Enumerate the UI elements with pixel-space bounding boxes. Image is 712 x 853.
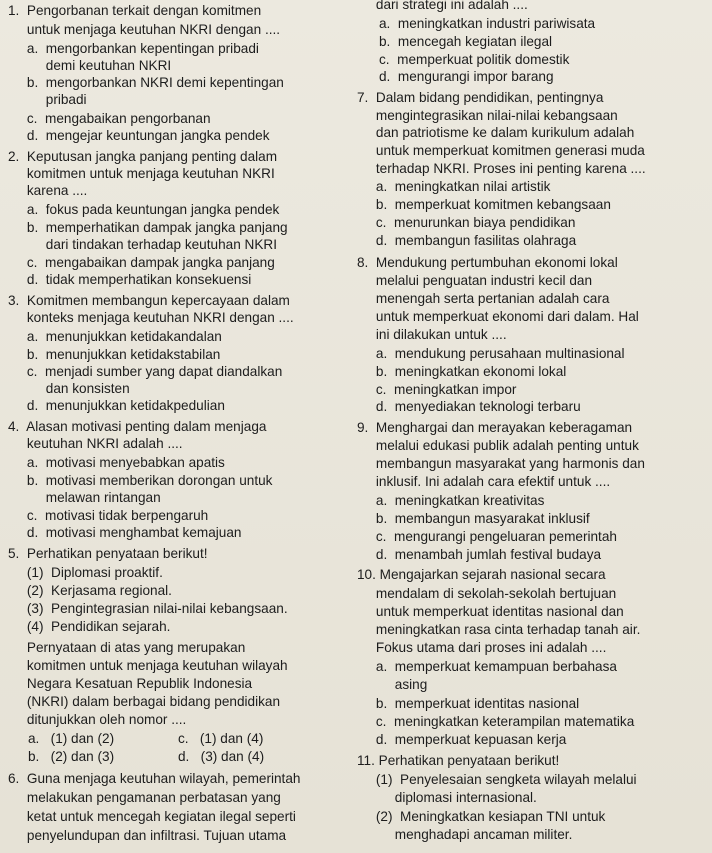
q10-option-b: b. memperkuat identitas nasional	[357, 696, 580, 711]
q1-option-b-cont: pribadi	[8, 92, 87, 107]
q1-line-2: untuk menjaga keutuhan NKRI dengan ....	[8, 22, 281, 37]
q2-line-1: 2. Keputusan jangka panjang penting dalam	[8, 149, 278, 164]
q5-option-b: b. (2) dan (3)	[28, 749, 115, 764]
q9-option-d: d. menambah jumlah festival budaya	[357, 547, 602, 562]
q4-option-d: d. motivasi menghambat kemajuan	[8, 525, 242, 540]
q9-line-2: melalui edukasi publik adalah penting untuk	[357, 438, 639, 453]
q3-option-a: a. menunjukkan ketidakandalan	[8, 329, 222, 344]
q1-option-b: b. mengorbankan NKRI demi kepentingan	[8, 75, 284, 90]
q5-stem-4: (NKRI) dalam berbagai bidang pendidikan	[8, 694, 281, 709]
q1-line-1: 1. Pengorbanan terkait dengan komitmen	[8, 3, 262, 18]
q10-option-a: a. memperkuat kemampuan berbahasa	[357, 659, 617, 674]
q11-statement-2-cont: menghadapi ancaman militer.	[357, 827, 573, 842]
q11-statement-1: (1) Penyelesaian sengketa wilayah melalui	[357, 772, 637, 787]
q3-option-c: c. menjadi sumber yang dapat diandalkan	[8, 364, 283, 379]
q9-line-3: membangun masyarakat yang harmonis dan	[357, 456, 645, 471]
q7-line-4: untuk memperkuat komitmen generasi muda	[357, 143, 645, 158]
q10-option-c: c. meningkatkan keterampilan matematika	[357, 714, 635, 729]
q1-option-c: c. mengabaikan pengorbanan	[8, 111, 211, 126]
q3-option-b: b. menunjukkan ketidakstabilan	[8, 347, 221, 362]
q10-line-5: Fokus utama dari proses ini adalah ....	[357, 640, 607, 655]
q3-line-2: konteks menjaga keutuhan NKRI dengan ....	[8, 310, 294, 325]
q2-option-a: a. fokus pada keuntungan jangka pendek	[8, 202, 280, 217]
q5-options-row-2	[8, 748, 352, 765]
q5-stem-1: Pernyataan di atas yang merupakan	[8, 640, 246, 655]
q4-option-a: a. motivasi menyebabkan apatis	[8, 455, 225, 470]
q2-option-b-cont: dari tindakan terhadap keutuhan NKRI	[8, 237, 278, 252]
q3-line-1: 3. Komitmen membangun kepercayaan dalam	[8, 293, 290, 308]
q6-option-c: c. memperkuat politik domestik	[379, 52, 570, 67]
q8-option-a: a. mendukung perusahaan multinasional	[357, 346, 625, 361]
q6-line-2: melakukan pengamanan perbatasan yang	[8, 790, 281, 805]
q1-option-a: a. mengorbankan kepentingan pribadi	[8, 41, 259, 56]
q9-line-4: inklusif. Ini adalah cara efektif untuk ....	[357, 474, 611, 489]
q5-statement-4: (4) Pendidikan sejarah.	[8, 619, 171, 634]
q3-option-d: d. menunjukkan ketidakpedulian	[8, 398, 225, 413]
q4-option-b: b. motivasi memberikan dorongan untuk	[8, 473, 273, 488]
q3-option-c-cont: dan konsisten	[8, 381, 130, 396]
q4-option-c: c. motivasi tidak berpengaruh	[8, 508, 209, 523]
q1-option-a-cont: demi keutuhan NKRI	[8, 58, 172, 73]
q10-line-4: meningkatkan rasa cinta terhadap tanah air.	[357, 622, 641, 637]
q5-option-c: c. (1) dan (4)	[178, 731, 264, 746]
q7-option-d: d. membangun fasilitas olahraga	[357, 233, 577, 248]
q6-line-3: ketat untuk mencegah kegiatan ilegal seperti	[8, 809, 296, 824]
q5-line-1: 5. Perhatikan penyataan berikut!	[8, 546, 208, 561]
q5-statement-1: (1) Diplomasi proaktif.	[8, 565, 163, 580]
q8-option-b: b. meningkatkan ekonomi lokal	[357, 364, 567, 379]
q2-line-2: komitmen untuk menjaga keutuhan NKRI	[8, 166, 275, 181]
q8-line-5: ini dilakukan untuk ....	[357, 327, 507, 342]
q7-line-3: dan patriotisme ke dalam kurikulum adalah	[357, 125, 635, 140]
q7-option-a: a. meningkatkan nilai artistik	[357, 179, 551, 194]
q7-option-c: c. menurunkan biaya pendidikan	[357, 215, 576, 230]
q9-option-b: b. membangun masyarakat inklusif	[357, 511, 590, 526]
q4-option-b-cont: melawan rintangan	[8, 490, 161, 505]
q8-line-1: 8. Mendukung pertumbuhan ekonomi lokal	[357, 255, 618, 270]
q10-line-1: 10. Mengajarkan sejarah nasional secara	[357, 567, 606, 582]
q6-line-4: penyelundupan dan infiltrasi. Tujuan utama	[8, 828, 287, 843]
q8-option-c: c. meningkatkan impor	[357, 382, 517, 397]
q5-statement-2: (2) Kerjasama regional.	[8, 583, 172, 598]
q8-line-3: menengah serta pertanian adalah cara	[357, 291, 610, 306]
q9-option-c: c. mengurangi pengeluaran pemerintah	[357, 529, 617, 544]
q7-line-2: mengintegrasikan nilai-nilai kebangsaan	[357, 108, 618, 123]
q4-line-2: keutuhan NKRI adalah ....	[8, 436, 183, 451]
q11-statement-1-cont: diplomasi internasional.	[357, 790, 537, 805]
q4-line-1: 4. Alasan motivasi penting dalam menjaga	[8, 419, 267, 434]
q5-stem-2: komitmen untuk menjaga keutuhan wilayah	[8, 658, 288, 673]
q9-option-a: a. meningkatkan kreativitas	[357, 493, 545, 508]
q5-stem-5: ditunjukkan oleh nomor ....	[8, 712, 187, 727]
q1-option-d: d. mengejar keuntungan jangka pendek	[8, 128, 270, 143]
q6-line-1: 6. Guna menjaga keutuhan wilayah, pemerintah	[8, 771, 301, 786]
q7-line-1: 7. Dalam bidang pendidikan, pentingnya	[357, 90, 604, 105]
q6-option-b: b. mencegah kegiatan ilegal	[379, 34, 553, 49]
q9-line-1: 9. Menghargai dan merayakan keberagaman	[357, 420, 633, 435]
q8-line-4: untuk memperkuat ekonomi dari dalam. Hal	[357, 309, 639, 324]
q11-statement-2: (2) Meningkatkan kesiapan TNI untuk	[357, 809, 606, 824]
q5-option-d: d. (3) dan (4)	[178, 749, 265, 764]
q6-option-a: a. meningkatkan industri pariwisata	[379, 16, 596, 31]
q2-option-d: d. tidak memperhatikan konsekuensi	[8, 272, 252, 287]
q10-option-d: d. memperkuat kepuasan kerja	[357, 732, 567, 747]
q5-statement-3: (3) Pengintegrasian nilai-nilai kebangsaan.	[8, 601, 288, 616]
q5-stem-3: Negara Kesatuan Republik Indonesia	[8, 676, 253, 691]
q7-option-b: b. memperkuat komitmen kebangsaan	[357, 197, 611, 212]
q2-option-b: b. memperhatikan dampak jangka panjang	[8, 220, 288, 235]
q7-line-5: terhadap NKRI. Proses ini penting karena ....	[357, 161, 646, 176]
q8-line-2: melalui penguatan industri kecil dan	[357, 273, 593, 288]
q10-line-2: mendalam di sekolah-sekolah bertujuan	[357, 586, 617, 601]
q2-option-c: c. mengabaikan dampak jangka panjang	[8, 255, 275, 270]
q2-line-3: karena ....	[8, 183, 88, 198]
q5-option-a: a. (1) dan (2)	[28, 731, 115, 746]
q11-line-1: 11. Perhatikan penyataan berikut!	[357, 753, 560, 768]
q6-stem-cont: dari strategi ini adalah ....	[357, 0, 528, 12]
q10-line-3: untuk memperkuat identitas nasional dan	[357, 604, 624, 619]
q8-option-d: d. menyediakan teknologi terbaru	[357, 399, 581, 414]
q6-option-d: d. mengurangi impor barang	[379, 69, 554, 84]
q10-option-a-cont: asing	[357, 677, 428, 692]
q5-options-row-1	[8, 730, 352, 747]
